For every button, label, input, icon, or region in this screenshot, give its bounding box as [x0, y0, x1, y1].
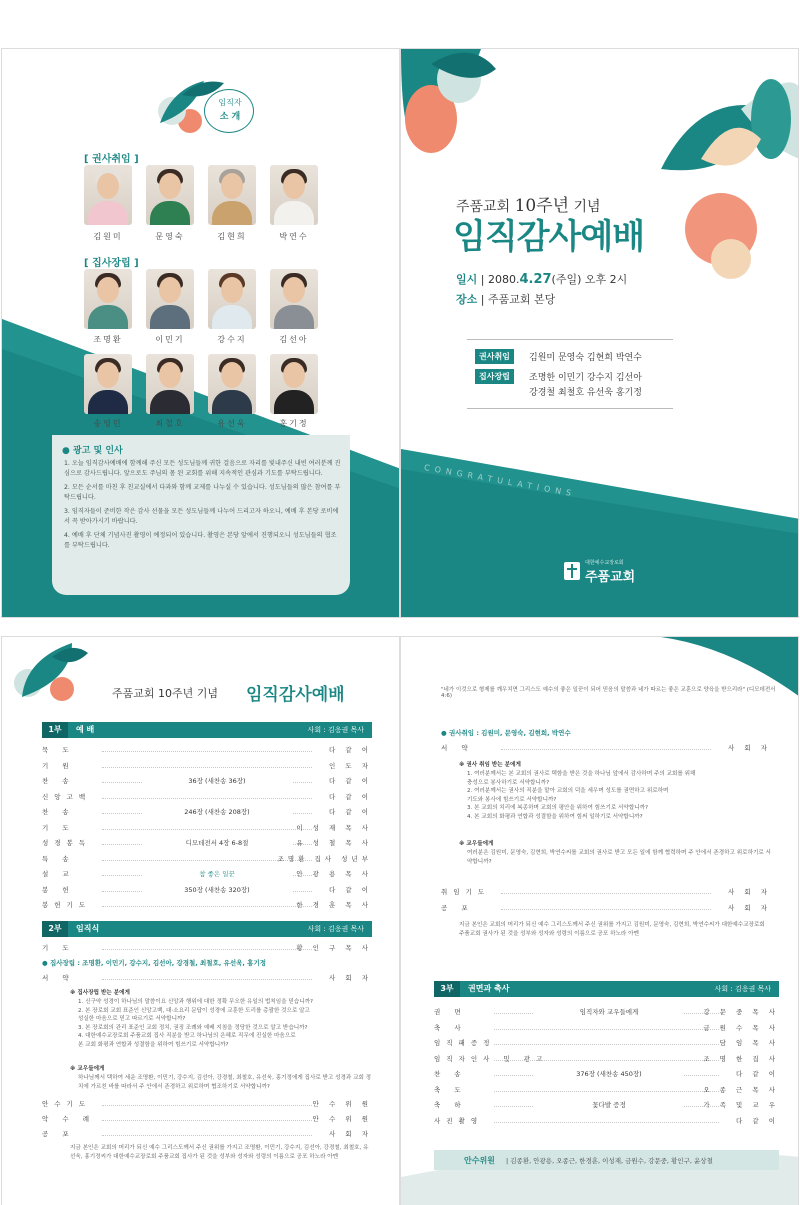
cover-kinyeom: 기념	[573, 199, 601, 215]
intro-badge-line2: 소 개	[219, 112, 241, 122]
part3-header	[434, 981, 779, 997]
kwonsa-list-text: 권사취임 : 김원미, 문영숙, 김현희, 박연수	[448, 729, 571, 737]
row-person: 사 회 자	[728, 744, 771, 752]
row-person: 안 수 위 원	[312, 1100, 372, 1108]
vow-line: 3. 본 장로회의 관리 표준인 교회 정치, 권징 조례와 예배 지침을 정당한 것으로 알고 받습니까?	[78, 1024, 308, 1031]
row-label: 축 도	[434, 1085, 467, 1094]
program-row	[434, 1069, 779, 1081]
program-row	[42, 776, 372, 788]
row-label: 묵 도	[42, 746, 75, 754]
notice-title-text: 광고 및 인사	[73, 446, 123, 456]
cover-kwonsa-label: 권사취임	[475, 349, 514, 364]
row-label: 기 도	[42, 944, 75, 952]
intro-badge-line1: 임직자	[218, 98, 242, 107]
part1-name: 예 배	[76, 725, 95, 734]
jipsa-photo-5	[84, 354, 132, 414]
kwonsa-member-text: 여러분은 김원미, 문영숙, 김현희, 박연수씨를 교회의 권사로 받고 모든 일에 함께 협력하며 주 안에서 존경하고 위로하기로 서약합니까?	[467, 850, 771, 865]
program-row	[434, 1085, 779, 1097]
cover-date-day: 4.27	[519, 272, 552, 287]
vow-lines	[78, 998, 373, 1049]
kwonsa-photo-2	[146, 165, 194, 225]
cover-kwonsa-names: 김원미 문영숙 김현희 박연수	[529, 353, 642, 363]
row-label: 성경봉독	[42, 839, 92, 847]
row-label: 악 수 례	[42, 1115, 95, 1123]
vow-line: 4. 대한예수교장로회 주품교회 집사 직분을 받고 하나님의 은혜로 직무에 진실한 마음으로	[78, 1033, 296, 1039]
row-label: 기 원	[42, 761, 75, 770]
row-person: 안 수 위 원	[312, 1115, 372, 1123]
row-label: 서 약	[441, 744, 474, 752]
row-leader-dots	[102, 798, 312, 799]
row-person: 안 광 용 목 사	[296, 870, 372, 878]
part2-end-row	[42, 1099, 372, 1111]
jipsa-name-8: 홍기정	[279, 419, 309, 428]
vow-line: 1. 여러분께서는 본 교회의 권사로 택함을 받은 것을 하나님 앞에서 감사하며 주의 교회를 위해	[467, 771, 696, 777]
kwonsa-mid-row	[441, 887, 771, 899]
row-person: 오 종 근 목 사	[703, 1085, 779, 1094]
jipsa-name-2: 이민기	[155, 335, 185, 344]
program-row	[42, 807, 372, 819]
program-title-main: 임직감사예배	[246, 685, 345, 705]
vow-line: 2. 본 장로회 교회 표준인 신앙고백, 대·소요리 문답이 성경에 교훈한 도리를 총괄한 것으로 알고	[78, 1007, 310, 1014]
kwonsa-name-2: 문영숙	[155, 232, 185, 241]
notice-item: 1. 오늘 임직감사예배에 함께해 주신 모든 성도님들께 귀한 걸음으로 자리를 빛내주신 내빈 여러분께 진심으로 감사드립니다. 앞으로도 주님의 몸 된 교회를 위해 지속적인 관심과 기도를 부탁드립니다.	[64, 460, 341, 477]
row-detail: 임직자와 교우들에게	[534, 1007, 684, 1016]
row-detail: 디모데전서 4장 6-8절	[142, 838, 292, 847]
row-person: 다 같 이	[329, 808, 372, 816]
row-person: 다 같 이	[329, 777, 372, 785]
row-leader-dots	[102, 751, 312, 752]
program-page-1	[1, 636, 400, 1205]
program-row	[42, 745, 372, 757]
row-person: 다 같 이	[329, 792, 372, 801]
part2-end-row	[42, 1129, 372, 1141]
part2-leader: 사회 : 김응권 목사	[307, 925, 364, 933]
kwonsa-declaration: 지금 본인은 교회의 머리가 되신 예수 그리스도께서 주신 권위를 가지고 김원미, 문영숙, 김현희, 박연수씨가 대한예수교장로회 주품교회 권사가 된 것을 성부와 성자와 성령의 이름으로 공포 하노라 아멘	[459, 922, 765, 937]
row-leader-dots	[494, 1122, 719, 1123]
cover-page	[400, 48, 799, 618]
part2-list-text: 집사장립 : 조명환, 이민기, 강수지, 김선아, 강경철, 최철호, 유선욱, 홍기정	[49, 959, 267, 967]
committee-label: 안수위원	[464, 1156, 495, 1165]
part1-leader: 사회 : 김응권 목사	[307, 726, 364, 734]
row-label: 임직자인사 및 광고	[434, 1054, 549, 1063]
program-row	[434, 1038, 779, 1050]
row-label: 권 면	[434, 1008, 467, 1016]
row-person: 유 성 철 목 사	[296, 839, 372, 847]
program-row	[434, 1100, 779, 1112]
declaration-text: 지금 본인은 교회의 머리가 되신 예수 그리스도께서 주신 권위를 가지고 조명환, 이민기, 강수지, 김선아, 강경철, 최철호, 유선욱, 홍기정씨가 대한예수교장로회 주품교회 집사가 된 것을 성부와 성자와 성령의 이름으로 공포 하노라 아멘	[70, 1145, 369, 1160]
row-detail: 350장 (새찬송 320장)	[142, 885, 292, 894]
committee-names: | 김종환, 안광용, 오종근, 한경훈, 이성재, 금원수, 강문중, 황인구, 윤상철	[506, 1157, 713, 1165]
jipsa-photo-7	[208, 354, 256, 414]
church-denomination: 대한예수교장로회	[585, 560, 624, 566]
notice-item: 3. 임직자들이 준비한 작은 감사 선물을 모든 성도님들께 나누어 드리고자 하오니, 예배 후 본당 로비에서 꼭 받아가시기 바랍니다.	[64, 508, 339, 525]
row-person: 사 회 자	[728, 888, 771, 896]
kwonsa-vow-title: ※ 권사 취임 받는 분에게	[459, 762, 521, 768]
notice-item: 4. 예배 후 단체 기념사진 촬영이 예정되어 있습니다. 촬영은 본당 앞에서 진행되오니 성도님들의 협조를 부탁드립니다.	[64, 532, 337, 549]
row-leader-dots	[494, 1029, 719, 1030]
row-person: 다 같 이	[329, 885, 372, 894]
kwonsa-name-4: 박연수	[279, 232, 309, 241]
part2-name: 임직식	[76, 924, 100, 933]
notice-list	[64, 459, 342, 555]
row-person: 조 명 한 집 사	[703, 1054, 779, 1063]
row-person: 가 족 및 교 우	[703, 1101, 779, 1109]
row-leader-dots	[102, 829, 312, 830]
part1-header	[42, 722, 372, 738]
kwonsa-photo-1	[84, 165, 132, 225]
cover-background	[401, 49, 799, 618]
vow-line: 성실한 마음으로 믿고 따르기로 서약합니까?	[78, 1016, 186, 1022]
row-person: 조명환 집사 성년부	[277, 854, 372, 863]
jipsa-photo-8	[270, 354, 318, 414]
kwonsa-photo-3	[208, 165, 256, 225]
jipsa-name-3: 강수지	[217, 335, 247, 344]
cover-place: 장소 | 주품교회 본당	[456, 293, 556, 306]
member-text: 하나님께서 택하여 세운 조명환, 이민기, 강수지, 김선아, 강경철, 최철호, 유선욱, 홍기정에게 집사로 받고 성경과 교회 정치에 가르친 바를 따라서 주 안에서 존경하고 위로하며 협조하기로 서약합니까?	[78, 1075, 372, 1090]
row-label: 기 도	[42, 823, 75, 832]
row-label: 찬 송	[42, 808, 75, 816]
row-person: 다 같 이	[329, 746, 372, 754]
notice-title: ● 광고 및 인사	[62, 446, 123, 456]
jipsa-header: [ 집사장립 ]	[84, 258, 139, 269]
part2-end-row	[42, 1114, 372, 1126]
part3-leader: 사회 : 김응권 목사	[714, 985, 771, 993]
jipsa-name-6: 최철호	[155, 419, 185, 428]
committee-box	[434, 1150, 779, 1170]
program-row	[42, 792, 372, 804]
committee-names-text: 김종환, 안광용, 오종근, 한경훈, 이성재, 금원수, 강문중, 황인구, 윤상철	[510, 1157, 713, 1165]
row-person: 강 문 중 목 사	[703, 1008, 779, 1016]
program-row	[42, 823, 372, 835]
jipsa-photo-4	[270, 269, 318, 329]
church-name: 주품교회	[585, 570, 636, 585]
row-leader-dots	[494, 1060, 719, 1061]
cover-date-label: 일시	[456, 273, 478, 286]
row-detail: 참 좋은 일꾼	[142, 869, 292, 878]
program-row	[42, 900, 372, 912]
row-detail: 36장 (새찬송 36장)	[142, 776, 292, 785]
cover-jipsa-label: 집사장립	[475, 369, 514, 384]
cover-date-year: 2080.	[487, 273, 520, 286]
part3-number: 3부	[434, 981, 460, 997]
kwonsa-vow-row	[441, 743, 771, 755]
kwonsa-vow-lines	[467, 770, 772, 821]
row-label: 찬 송	[42, 777, 75, 785]
vow-line: 4. 본 교회의 화평과 연합과 성결함을 위하여 힘써 일하기로 서약합니까?	[467, 813, 643, 820]
member-title: ※ 교우들에게	[70, 1066, 105, 1072]
notice-item: 2. 모든 순서를 마친 후 친교실에서 다과와 함께 교제를 나누실 수 있습니다. 성도님들의 많은 참여를 부탁드립니다.	[64, 484, 341, 501]
part2-prayer-row	[42, 943, 372, 955]
vow-line: 2. 여러분께서는 권사의 직분을 맡아 교회의 덕을 세우며 성도를 권면하고 위로하며	[467, 788, 669, 794]
row-person: 사 회 자	[329, 974, 372, 982]
part2-number: 2부	[42, 921, 68, 937]
notice-box	[52, 435, 350, 595]
cover-appointees	[467, 339, 673, 409]
jipsa-name-5: 송영민	[93, 419, 123, 428]
row-leader-dots	[102, 767, 312, 768]
row-person: 이 성 재 목 사	[296, 823, 372, 832]
jipsa-photo-6	[146, 354, 194, 414]
row-detail: 376장 (새찬송 450장)	[534, 1069, 684, 1078]
bible-verse: "네가 이것으로 형제를 깨우치면 그리스도 예수의 좋은 일꾼이 되어 믿음의 말씀과 네가 따르는 좋은 교훈으로 양육을 받으리라" (디모데전서 4:6)	[441, 687, 776, 699]
jipsa-name-7: 유선욱	[217, 419, 247, 428]
program-row	[42, 838, 372, 850]
row-label: 서 약	[42, 974, 75, 982]
jipsa-name-1: 조명환	[93, 335, 123, 344]
part2-appointee-list: ● 집사장립 : 조명환, 이민기, 강수지, 김선아, 강경철, 최철호, 유선욱, 홍기정	[42, 959, 267, 967]
church-logo-icon	[564, 562, 580, 580]
row-label: 신앙고백	[42, 792, 92, 801]
program-row	[42, 761, 372, 773]
row-label: 설 교	[42, 870, 75, 878]
cover-place-value: 주품교회 본당	[487, 293, 556, 306]
row-person: 금 원 수 목 사	[703, 1023, 779, 1032]
vow-title: ※ 집사장립 받는 분에게	[70, 990, 130, 996]
program-page-2	[400, 636, 799, 1205]
row-detail: 꽃다발 증정	[534, 1100, 684, 1109]
row-label: 봉헌기도	[42, 901, 92, 909]
kwonsa-header: [ 권사취임 ]	[84, 154, 139, 165]
vow-line: 기도와 봉사에 힘쓰기로 서약합니까?	[467, 796, 557, 803]
row-leader-dots	[494, 1091, 719, 1092]
cover-jipsa-names-2: 강경철 최철호 유선욱 홍기정	[529, 388, 642, 398]
part1-number: 1부	[42, 722, 68, 738]
cover-place-label: 장소	[456, 293, 478, 306]
cover-main-title: 임직감사예배	[453, 217, 645, 257]
program-row	[42, 854, 372, 866]
kwonsa-mid-row	[441, 903, 771, 915]
row-person: 담 임 목 사	[719, 1039, 779, 1047]
program-leaf-icon	[2, 637, 112, 707]
row-person: 황 인 구 목 사	[296, 944, 372, 952]
program-row	[434, 1116, 779, 1128]
row-label: 안수기도	[42, 1100, 92, 1108]
row-label: 축 하	[434, 1101, 467, 1109]
cover-anniversary: 10주년	[514, 196, 570, 216]
row-person: 사 회 자	[728, 904, 771, 912]
vow-line: 충성으로 봉사하기로 서약합니까?	[467, 779, 550, 786]
congratulations-text: CONGRATULATIONS	[423, 463, 577, 499]
program-row	[42, 869, 372, 881]
row-person: 다 같 이	[736, 1070, 779, 1078]
row-leader-dots	[494, 1044, 719, 1045]
intro-page	[1, 48, 400, 618]
row-leader-dots	[102, 906, 312, 907]
jipsa-photo-3	[208, 269, 256, 329]
kwonsa-name-3: 김현희	[217, 232, 247, 241]
kwonsa-photo-4	[270, 165, 318, 225]
row-person: 사 회 자	[329, 1130, 372, 1138]
program-row	[434, 1007, 779, 1019]
jipsa-photo-2	[146, 269, 194, 329]
kwonsa-appointee-list: ● 권사취임 : 김원미, 문영숙, 김현희, 박연수	[441, 729, 571, 737]
program-row	[434, 1023, 779, 1035]
part2-header	[42, 921, 372, 937]
vow-line: 1. 신구약 성경이 하나님의 말씀이요 신앙과 행위에 대한 정확 무오한 유일의 법칙임을 믿습니까?	[78, 999, 313, 1005]
vow-line: 본 교회 화평과 연합과 성결함을 위하여 힘쓰기로 서약합니까?	[78, 1041, 229, 1048]
row-label: 취임기도	[441, 888, 491, 896]
row-label: 축 사	[434, 1023, 467, 1032]
row-person: 인 도 자	[329, 761, 372, 770]
jipsa-name-4: 김선아	[279, 335, 309, 344]
row-label: 공 포	[42, 1130, 75, 1138]
cover-jipsa-names-1: 조명한 이민기 강수지 김선아	[529, 373, 642, 383]
row-label: 공 포	[441, 904, 474, 912]
row-person: 한 경 훈 목 사	[296, 901, 372, 909]
row-detail: 246장 (새찬송 208장)	[142, 807, 292, 816]
cover-church: 주품교회	[456, 199, 511, 215]
row-person: 다 같 이	[736, 1116, 779, 1125]
row-label: 봉 헌	[42, 885, 75, 894]
cover-date: 일시 | 2080.4.27(주일) 오후 2시	[456, 272, 628, 287]
row-label: 사진촬영	[434, 1116, 484, 1125]
program-title-pre: 주품교회 10주년 기념	[112, 687, 218, 700]
row-label: 찬 송	[434, 1070, 467, 1078]
program-row	[434, 1054, 779, 1066]
kwonsa-member-title: ※ 교우들에게	[459, 841, 494, 847]
cover-date-time: (주일) 오후 2시	[551, 273, 628, 286]
row-label: 임직패증정	[434, 1039, 496, 1047]
kwonsa-name-1: 김원미	[93, 232, 123, 241]
jipsa-photo-1	[84, 269, 132, 329]
program-row	[42, 885, 372, 897]
part2-vow-row	[42, 973, 372, 985]
part3-name: 권면과 축사	[468, 984, 510, 993]
vow-line: 3. 본 교회의 치리에 복종하며 교회의 평안을 위하여 힘쓰기로 서약합니까?	[467, 805, 649, 811]
row-label: 특 송	[42, 854, 75, 863]
